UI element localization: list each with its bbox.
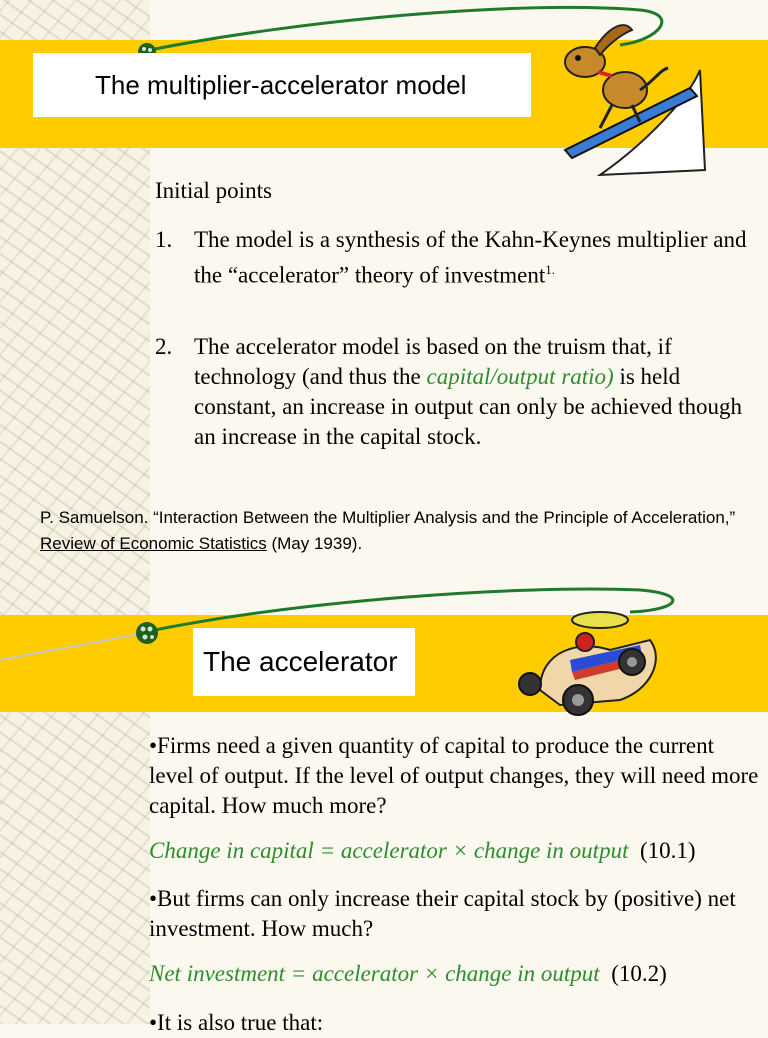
- list-item: [155, 332, 755, 457]
- list-item: [155, 225, 755, 320]
- slide-title: [193, 628, 415, 696]
- footnote: [40, 505, 740, 557]
- journal-title: Review of Economic Statistics: [40, 534, 267, 553]
- equation-number: (10.1): [639, 838, 696, 863]
- bullet-paragraph: •But firms can only increase their capital stock by (positive) net investment. How much?: [149, 886, 736, 941]
- equation-number: (10.2): [611, 961, 667, 986]
- section-heading: Initial points: [155, 178, 272, 203]
- equation-text: Change in capital = accelerator × change in output: [149, 838, 629, 863]
- list-number: 2.: [155, 334, 173, 359]
- equation-text: Net investment = accelerator × change in output: [149, 961, 600, 986]
- slide-title: [33, 53, 531, 117]
- list-text-main: The model is a synthesis of the Kahn-Keynes multiplier and the “accelerator” theory of investment: [194, 227, 747, 288]
- footnote-text-b: (May 1939).: [266, 534, 363, 553]
- highlight-term: capital/output ratio): [426, 364, 614, 389]
- list-text-b: is held constant, an increase in output can only be achieved though an increase in the capital stock.: [194, 364, 742, 449]
- footnote-text-a: P. Samuelson. “Interaction Between the Multiplier Analysis and the Principle of Acceleration,”: [40, 508, 736, 527]
- bullet-paragraph: •It is also true that:: [149, 1010, 324, 1035]
- bullet-paragraph: •Firms need a given quantity of capital to produce the current level of output. If the level of output changes, they will need more capital. How much more?: [149, 733, 759, 818]
- list-number: 1.: [155, 227, 173, 252]
- equation: [149, 961, 764, 987]
- list-text-a: The accelerator model is based on the truism that, if technology (and thus the: [194, 334, 672, 389]
- list-text: [194, 332, 755, 452]
- list-text: [194, 225, 755, 291]
- slide-title-text: The multiplier-accelerator model: [95, 69, 467, 100]
- equation: [149, 838, 764, 864]
- footnote-marker: 1.: [545, 262, 555, 277]
- slide-title-text: The accelerator: [203, 646, 398, 677]
